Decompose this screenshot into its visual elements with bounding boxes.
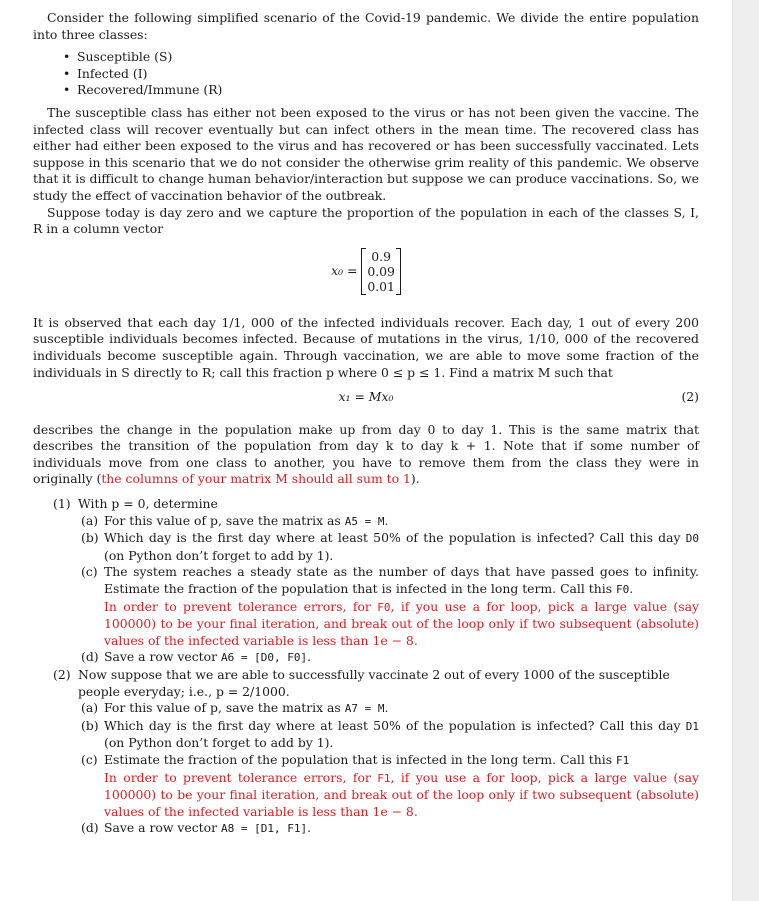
question-1a	[78, 513, 699, 531]
description-paragraph: The susceptible class has either not been exposed to the virus or has not been given the vaccine. The infected class will recover eventually but can infect others in the mean time. The recovered class has either had either been exposed to the virus and has recovered or has been successfully vaccinated. Lets suppose in this scenario that we do not consider the otherwise grim reality of this pandemic. We observe that it is difficult to change human behavior/interaction but suppose we can produce vaccinations. So, we study the effect of vaccination behavior of the outbreak.	[33, 104, 699, 203]
columns-sum-note: the columns of your matrix M should all sum to 1	[101, 471, 411, 487]
question-1-label: (1)	[53, 496, 71, 512]
question-2b-code: D1	[685, 719, 699, 733]
question-1d	[78, 649, 699, 667]
document-content	[33, 10, 699, 838]
class-item-infected: • Infected (I)	[63, 66, 699, 83]
question-2c-note-code: F1	[377, 771, 391, 785]
question-2c-tolerance-note	[104, 770, 699, 821]
question-1b-text-end: (on Python don’t forget to add by 1).	[104, 547, 334, 563]
question-1b-text: Which day is the first day where at least 50% of the population is infected? Call this day	[104, 530, 686, 546]
intro-paragraph: Consider the following simplified scenario of the Covid-19 pandemic. We divide the entire population into three classes:	[33, 10, 699, 42]
x0-entry-i: 0.09	[367, 263, 395, 279]
question-2b-label: (b)	[81, 717, 99, 733]
question-2-parts	[78, 700, 699, 838]
question-2d	[78, 820, 699, 838]
initial-vector-equation	[33, 248, 699, 295]
class-list	[63, 49, 699, 99]
question-1c-text: The system reaches a steady state as the number of days that have passed goes to infinity. Estimate the fraction of the population that is infected in the long term. Call this	[104, 564, 699, 597]
question-2a-text: For this value of p, save the matrix as	[104, 700, 345, 716]
question-2d-code: A8 = [D1, F1]	[220, 822, 308, 836]
x0-entry-s: 0.9	[371, 248, 391, 264]
day-zero-paragraph: Suppose today is day zero and we capture the proportion of the population in each of the classes S, I, R in a column vector	[33, 204, 699, 237]
question-2d-end: .	[307, 820, 312, 836]
question-1d-end: .	[307, 649, 312, 665]
question-1c-tolerance-note	[104, 599, 699, 650]
x0-label: x₀ =	[331, 262, 358, 278]
rates-paragraph: It is observed that each day 1/1, 000 of the infected individuals recover. Each day, 1 out of every 200 susceptible individuals becomes infected. Because of mutations in the virus, 1/10, 000 of the recovered individuals become susceptible again. Through vaccination, we are able to move some fraction of the individuals in S directly to R; call this fraction p where 0 ≤ p ≤ 1. Find a matrix M such that	[33, 314, 699, 380]
transition-text: describes the change in the population make up from day 0 to day 1. This is the same matrix that describes the transition of the population from day k to day k + 1. Note that if some number of individuals move from one class to another, you have to remove them from the class they were in originally (	[33, 421, 699, 487]
question-1a-code: A5 = M	[344, 514, 385, 528]
question-1b-code: D0	[685, 532, 699, 546]
question-2b	[78, 718, 699, 752]
question-1c-note-code: F0	[377, 600, 391, 614]
class-item-recovered: • Recovered/Immune (R)	[63, 82, 699, 99]
question-1b-label: (b)	[81, 530, 99, 546]
question-2a	[78, 700, 699, 718]
equation-2	[33, 389, 699, 406]
question-1b	[78, 530, 699, 564]
x0-entry-r: 0.01	[367, 278, 395, 294]
question-1c-code: F0	[616, 583, 630, 597]
question-2	[33, 667, 699, 838]
question-2c-text: Estimate the fraction of the population that is infected in the long term. Call this	[104, 751, 617, 767]
question-1-text: With p = 0, determine	[78, 496, 218, 512]
question-1c	[78, 564, 699, 649]
question-2a-label: (a)	[81, 700, 99, 716]
question-1d-label: (d)	[81, 649, 99, 665]
question-2c-code: F1	[616, 753, 630, 767]
question-2b-text-end: (on Python don’t forget to add by 1).	[104, 735, 334, 751]
question-2d-text: Save a row vector	[104, 820, 221, 836]
question-1	[33, 496, 699, 667]
question-1a-end: .	[384, 512, 389, 528]
question-1d-text: Save a row vector	[104, 649, 221, 665]
question-2-text: Now suppose that we are able to successfully vaccinate 2 out of every 1000 of the susceptible people everyday; i.e., p = 2/1000.	[78, 667, 670, 699]
equation-2-body: x₁ = Mx₀	[338, 389, 394, 405]
x0-column-vector	[361, 248, 401, 295]
question-1a-text: For this value of p, save the matrix as	[104, 512, 345, 528]
question-list	[33, 496, 699, 838]
question-2c-note-start: In order to prevent tolerance errors, for	[104, 769, 378, 785]
question-1c-label: (c)	[81, 564, 98, 580]
transition-paragraph	[33, 422, 699, 488]
equation-2-number: (2)	[681, 389, 699, 405]
question-2c-note-end: , if you use a for loop, pick a large value (say 100000) to be your final iteration, and break out of the loop only if two subsequent (absolute) values of the infected variable is less than 1e − 8.	[104, 769, 700, 819]
question-2b-text: Which day is the first day where at least 50% of the population is infected? Call this day	[104, 717, 686, 733]
question-1d-code: A6 = [D0, F0]	[220, 651, 308, 665]
question-2d-label: (d)	[81, 820, 99, 836]
question-2c-label: (c)	[81, 751, 98, 767]
class-item-susceptible: • Susceptible (S)	[63, 49, 699, 66]
question-2-label: (2)	[53, 667, 71, 682]
question-2a-code: A7 = M	[344, 702, 385, 716]
question-1c-note-start: In order to prevent tolerance errors, for	[104, 598, 378, 614]
question-1c-text-end: .	[629, 581, 634, 597]
question-2c	[78, 752, 699, 820]
question-1-parts	[78, 513, 699, 667]
question-1c-note-end: , if you use a for loop, pick a large value (say 100000) to be your final iteration, and break out of the loop only if two subsequent (absolute) values of the infected variable is less than 1e − 8.	[104, 598, 700, 648]
vertical-scrollbar[interactable]	[732, 0, 759, 901]
transition-end: ).	[410, 471, 420, 487]
question-1a-label: (a)	[81, 512, 99, 528]
question-2a-end: .	[384, 700, 389, 716]
